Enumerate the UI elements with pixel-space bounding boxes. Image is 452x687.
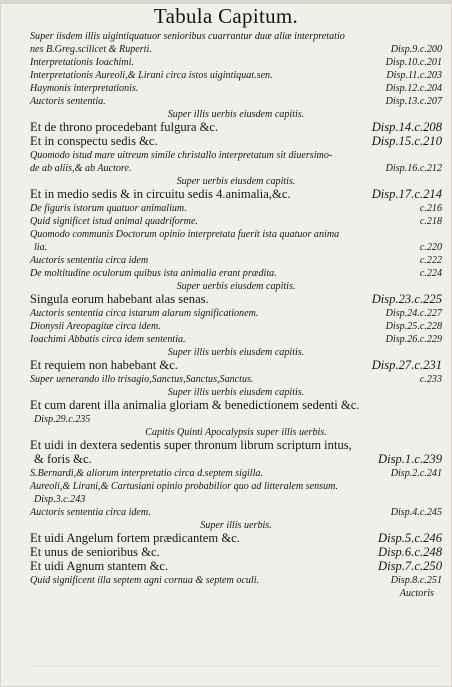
entry-reference: Disp.23.c.225	[371, 292, 442, 306]
entry-text: nes B.Greg.scilicet & Ruperti.	[30, 44, 152, 55]
toc-entry	[30, 453, 442, 467]
entry-text: Quomodo communis Doctorum opinio interpretata fuerit ista quatuor anima	[30, 229, 340, 240]
entry-reference: Disp.25.c.228	[385, 321, 442, 332]
entry-reference: c.216	[419, 203, 442, 214]
toc-entry	[30, 202, 442, 215]
page-title: Tabula Capitum.	[153, 4, 299, 28]
entry-text: Auctoris sententia circa idem	[30, 255, 149, 266]
entry-reference: Disp.16.c.212	[385, 163, 442, 174]
entry-text: Super illis uerbis eiusdem capitis.	[167, 387, 305, 398]
toc-entry	[30, 135, 442, 149]
toc-entry	[30, 82, 442, 95]
entry-reference: Disp.15.c.210	[371, 134, 442, 148]
toc-entry	[30, 215, 442, 228]
toc-entry	[30, 43, 442, 56]
entry-text: Quomodo istud mare uitreum simile christallo interpretatum sit diuersimo-	[30, 150, 333, 161]
entry-text: Et in conspectu sedis &c.	[30, 134, 158, 148]
entry-reference: Disp.1.c.239	[377, 452, 442, 466]
toc-entry	[30, 56, 442, 69]
entry-text: Quid significet istud animal quadriforme.	[30, 216, 198, 227]
toc-entry	[30, 560, 442, 574]
entry-text: Haymonis interpretationis.	[30, 83, 139, 94]
entry-reference: Disp.24.c.227	[385, 308, 442, 319]
toc-entry	[30, 254, 442, 267]
toc-entry	[30, 506, 442, 519]
toc-entry	[30, 359, 442, 373]
entry-text: Super uerbis eiusdem capitis.	[176, 176, 296, 187]
table-of-contents	[30, 30, 442, 600]
toc-entry	[30, 228, 442, 241]
entry-text: Et in medio sedis & in circuitu sedis 4.animalia,&c.	[30, 187, 291, 201]
entry-reference: Disp.8.c.251	[390, 575, 442, 586]
entry-text: Interpretationis Aureoli,& Lirani circa istos uigintiquat.sen.	[30, 70, 273, 81]
entry-text: Et uidi Agnum stantem &c.	[30, 559, 169, 573]
toc-entry	[30, 467, 442, 480]
toc-entry	[30, 333, 442, 346]
entry-reference: Disp.4.c.245	[390, 507, 442, 518]
toc-entry	[30, 162, 442, 175]
entry-text: Et uidi in dextera sedentis super thronum librum scriptum intus,	[30, 438, 352, 452]
entry-reference: Disp.7.c.250	[377, 559, 442, 573]
entry-reference: Disp.5.c.246	[377, 531, 442, 545]
toc-entry	[30, 95, 442, 108]
entry-text: Super illis uerbis eiusdem capitis.	[167, 109, 305, 120]
entry-text: Disp.3.c.243	[34, 494, 86, 505]
toc-entry	[30, 480, 442, 493]
entry-text: De moltitudine oculorum quibus ista animalia erant prædita.	[30, 268, 277, 279]
entry-text: Disp.29.c.235	[34, 414, 91, 425]
entry-text: Auctoris sententia.	[30, 96, 106, 107]
entry-text: Dionysii Areopagitæ circa idem.	[30, 321, 161, 332]
toc-entry	[30, 241, 442, 254]
entry-reference: Disp.17.c.214	[371, 187, 442, 201]
entry-text: Et uidi Angelum fortem prædicantem &c.	[30, 531, 240, 545]
entry-reference: Disp.12.c.204	[385, 83, 442, 94]
toc-entry	[30, 493, 442, 506]
entry-text: Singula eorum habebant alas senas.	[30, 292, 209, 306]
toc-entry	[30, 399, 442, 413]
entry-text: Super uenerando illo trisagio,Sanctus,Sanctus,Sanctus.	[30, 374, 254, 385]
entry-text: lia.	[34, 242, 48, 253]
entry-reference: Disp.10.c.201	[385, 57, 442, 68]
toc-entry	[30, 149, 442, 162]
toc-entry	[30, 267, 442, 280]
entry-text: Interpretationis Ioachimi.	[30, 57, 134, 68]
toc-entry	[30, 574, 442, 587]
entry-text: Aureoli,& Lirani,& Cartusiani opinio probabilior quo ad litteralem sensum.	[30, 481, 338, 492]
entry-text: Super illis uerbis eiusdem capitis.	[167, 347, 305, 358]
entry-reference: Disp.11.c.203	[386, 70, 442, 81]
entry-reference: Disp.14.c.208	[371, 120, 442, 134]
entry-reference: Disp.13.c.207	[385, 96, 442, 107]
toc-entry	[30, 546, 442, 560]
toc-entry	[30, 439, 442, 453]
entry-reference: c.233	[419, 374, 442, 385]
entry-text: Super uerbis eiusdem capitis.	[176, 281, 296, 292]
toc-entry	[30, 293, 442, 307]
toc-entry	[30, 413, 442, 426]
entry-text: Ioachimi Abbatis circa idem sententia.	[30, 334, 186, 345]
toc-entry	[30, 307, 442, 320]
entry-text: Et de throno procedebant fulgura &c.	[30, 120, 219, 134]
entry-reference: c.220	[419, 242, 442, 253]
entry-reference: Disp.26.c.229	[385, 334, 442, 345]
toc-entry	[30, 30, 442, 43]
entry-text: de ab aliis,& ab Auctore.	[30, 163, 132, 174]
toc-entry	[30, 320, 442, 333]
entry-text: De figuris istorum quatuor animalium.	[30, 203, 187, 214]
toc-entry	[30, 188, 442, 202]
entry-text: Auctoris sententia circa idem.	[30, 507, 151, 518]
entry-reference: c.222	[419, 255, 442, 266]
entry-text: Auctoris sententia circa istarum alarum significationem.	[30, 308, 259, 319]
toc-entry	[30, 373, 442, 386]
toc-entry	[30, 121, 442, 135]
entry-reference: Disp.9.c.200	[390, 44, 442, 55]
entry-text: Et requiem non habebant &c.	[30, 358, 178, 372]
entry-text: Super illis uerbis.	[200, 520, 272, 531]
entry-text: & foris &c.	[34, 452, 92, 466]
entry-reference: Disp.6.c.248	[377, 545, 442, 559]
entry-text: Auctoris	[399, 588, 434, 599]
entry-text: S.Bernardi,& aliorum interpretatio circa d.septem sigilla.	[30, 468, 263, 479]
entry-text: Et unus de senioribus &c.	[30, 545, 160, 559]
entry-reference: Disp.27.c.231	[371, 358, 442, 372]
toc-entry	[30, 532, 442, 546]
entry-reference: c.218	[419, 216, 442, 227]
page-divider	[30, 666, 442, 667]
entry-reference: Disp.2.c.241	[390, 468, 442, 479]
entry-reference: c.224	[419, 268, 442, 279]
entry-text: Capitis Quinti Apocalypsis super illis uerbis.	[145, 427, 327, 438]
entry-text: Quid significent illa septem agni cornua & septem oculi.	[30, 575, 260, 586]
toc-entry	[30, 69, 442, 82]
entry-text: Super iisdem illis uigintiquatuor senioribus cuarrantur duæ aliæ interpretatio	[30, 31, 345, 42]
catchword	[30, 587, 442, 600]
entry-text: Et cum darent illa animalia gloriam & benedictionem sedenti &c.	[30, 398, 360, 412]
